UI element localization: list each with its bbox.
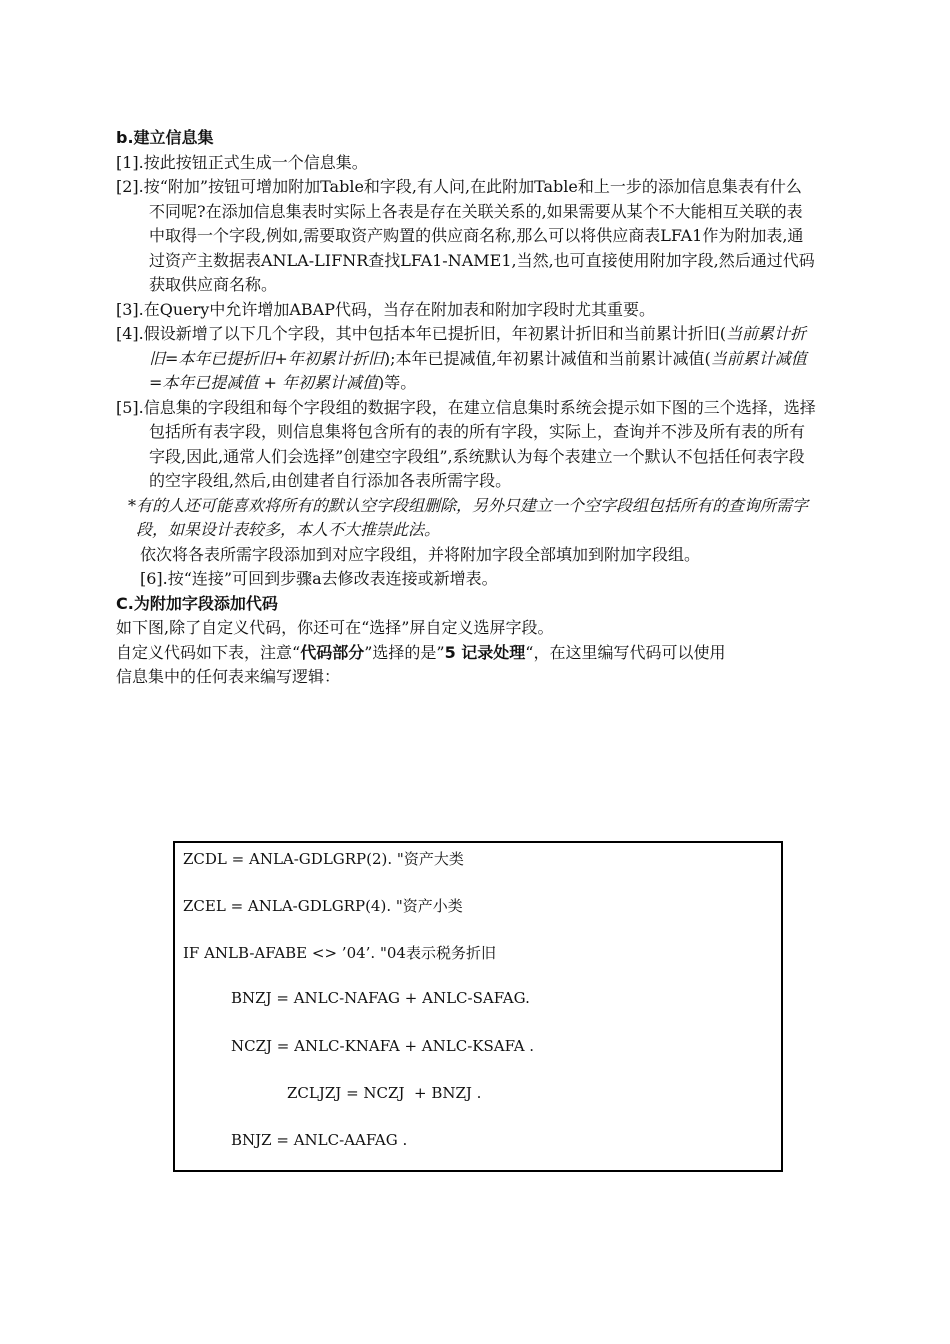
document-body bbox=[116, 126, 816, 690]
code-line-3: IF ANLB-AFABE <> ’04’. "04表示税务折旧 bbox=[183, 944, 496, 962]
line2-bold-code-part: 代码部分 bbox=[300, 642, 365, 662]
section-c-line-2 bbox=[116, 641, 816, 666]
italic-note: *有的人还可能喜欢将所有的默认空字段组删除，另外只建立一个空字段组包括所有的查询所需字段，如果设计表较多，本人不大推崇此法。 bbox=[128, 495, 809, 539]
section-c-line-3: 信息集中的任何表来编写逻辑： bbox=[116, 667, 341, 686]
list-item-2: [2].按“附加”按钮可增加附加Table和字段,有人问,在此附加Table和上一步的添加信息集表有什么不同呢?在添加信息集表时实际上各表是存在关联关系的,如果需要从某个不大能相互关联的表中取得一个字段,例如,需要取资产购置的供应商名称,那么可以将供应商表LFA1作为附加表,通过资产主数据表ANLA-LIFNR查找LFA1-NAME1,当然,也可直接使用附加字段,然后通过代码获取供应商名称。 bbox=[116, 177, 815, 294]
item4-text-b: );本年已提减值,年初累计减值和当前累计减值( bbox=[383, 348, 711, 368]
item4-text-c: )等。 bbox=[378, 373, 417, 392]
code-line-6: ZCLJZJ = NCZJ + BNZJ . bbox=[287, 1084, 482, 1102]
code-line-4: BNZJ = ANLC-NAFAG + ANLC-SAFAG. bbox=[231, 989, 530, 1007]
list-item-5: [5].信息集的字段组和每个字段组的数据字段，在建立信息集时系统会提示如下图的三个选择，选择包括所有表字段，则信息集将包含所有的表的所有字段，实际上，查询并不涉及所有表的所有字段,因此,通常人们会选择”创建空字段组”,系统默认为每个表建立一个默认不包括任何表字段的空字段组,然后,由创建者自行添加各表所需字段。 bbox=[116, 397, 816, 490]
code-box bbox=[173, 841, 783, 1172]
section-b-heading: b.建立信息集 bbox=[116, 128, 214, 147]
code-line-7: BNJZ = ANLC-AAFAG . bbox=[231, 1131, 408, 1149]
code-line-1: ZCDL = ANLA-GDLGRP(2). "资产大类 bbox=[183, 850, 464, 868]
code-line-5: NCZJ = ANLC-KNAFA + ANLC-KSAFA . bbox=[231, 1037, 535, 1055]
item4-formula-2: 当前累计减值=本年已提减值 + 年初累计减值 bbox=[149, 348, 807, 392]
line2-text-a: 自定义代码如下表，注意“ bbox=[116, 642, 301, 662]
list-item-4 bbox=[116, 322, 816, 396]
list-item-3: [3].在Query中允许增加ABAP代码，当存在附加表和附加字段时尤其重要。 bbox=[116, 299, 655, 319]
section-c-line-1: 如下图,除了自定义代码，你还可在“选择”屏自定义选屏字段。 bbox=[116, 618, 554, 637]
section-c-heading: C.为附加字段添加代码 bbox=[116, 593, 278, 613]
followup-text: 依次将各表所需字段添加到对应字段组，并将附加字段全部填加到附加字段组。 bbox=[140, 544, 701, 564]
line2-text-c: “，在这里编写代码可以使用 bbox=[525, 642, 726, 662]
list-item-1: [1].按此按钮正式生成一个信息集。 bbox=[116, 152, 368, 172]
line2-bold-record-processing: 5 记录处理 bbox=[444, 642, 526, 662]
item4-text-a: [4].假设新增了以下几个字段，其中包括本年已提折旧，年初累计折旧和当前累计折旧( bbox=[116, 324, 726, 343]
line2-text-b: ”选择的是” bbox=[364, 642, 445, 662]
code-line-2: ZCEL = ANLA-GDLGRP(4). "资产小类 bbox=[183, 897, 463, 915]
list-item-6: [6].按“连接”可回到步骤a去修改表连接或新增表。 bbox=[140, 569, 498, 588]
item4-formula-1: 当前累计折旧=本年已提折旧+年初累计折旧 bbox=[149, 324, 807, 368]
